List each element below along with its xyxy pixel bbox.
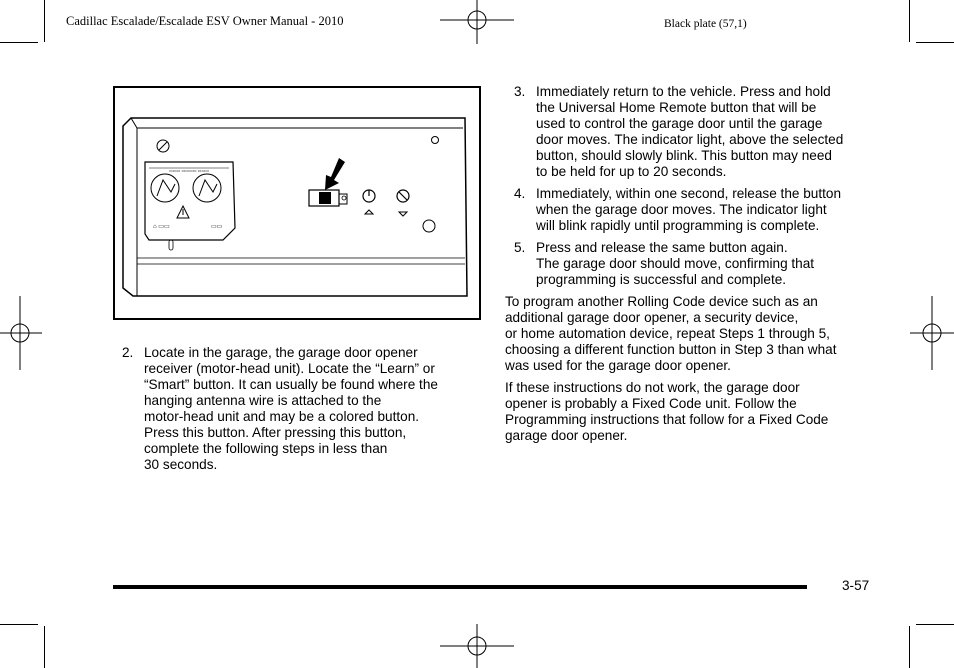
step-line: The garage door should move, confirming that xyxy=(536,256,815,271)
paragraph-line: choosing a different function button in Step 3 than what xyxy=(505,342,837,357)
crop-mark-top-left-v xyxy=(44,0,45,42)
paragraph-line: or home automation device, repeat Steps 1 through 5, xyxy=(505,326,830,341)
step-number: 4. xyxy=(514,186,526,201)
step-line: Locate in the garage, the garage door opener xyxy=(144,345,418,360)
step-line: will blink rapidly until programming is complete. xyxy=(536,218,820,233)
svg-text:⌂ ▭▭: ⌂ ▭▭ xyxy=(153,224,170,230)
footer-rule xyxy=(113,585,807,589)
step-line: complete the following steps in less than xyxy=(144,441,388,456)
registration-mark-top xyxy=(440,0,514,46)
manual-title: Cadillac Escalade/Escalade ESV Owner Manual - 2010 xyxy=(66,14,344,28)
step-number: 2. xyxy=(122,345,134,360)
step-line: motor-head unit and may be a colored button. xyxy=(144,409,420,424)
page-number: 3-57 xyxy=(842,578,870,593)
paragraph-line: To program another Rolling Code device such as an xyxy=(505,294,818,309)
step-line: the Universal Home Remote button that will be xyxy=(536,100,817,115)
step-line: Press and release the same button again. xyxy=(536,240,788,255)
paragraph-line: If these instructions do not work, the garage door xyxy=(505,380,800,395)
crop-mark-top-right-h xyxy=(916,42,954,43)
step-number: 5. xyxy=(514,240,526,255)
paragraph-line: garage door opener. xyxy=(505,428,628,443)
plate-label: Black plate (57,1) xyxy=(664,18,747,30)
registration-mark-left xyxy=(0,296,42,370)
paragraph-line: was used for the garage door opener. xyxy=(505,358,731,373)
step-line: programming is successful and complete. xyxy=(536,272,787,287)
step-number: 3. xyxy=(514,84,526,99)
registration-mark-right xyxy=(910,296,954,370)
step-line: “Smart” button. It can usually be found where the xyxy=(144,377,438,392)
step-2 xyxy=(113,345,483,473)
registration-mark-bottom xyxy=(440,624,514,668)
step-line: receiver (motor-head unit). Locate the “Learn” or xyxy=(144,361,435,376)
step-line: when the garage door moves. The indicator light xyxy=(536,202,827,217)
step-line: hanging antenna wire is attached to the xyxy=(144,393,382,408)
crop-mark-top-right-v xyxy=(909,0,910,42)
step-5 xyxy=(505,240,885,288)
crop-mark-bottom-left-h xyxy=(0,624,38,625)
step-line: Immediately return to the vehicle. Press and hold xyxy=(536,84,831,99)
step-3 xyxy=(505,84,885,180)
crop-mark-bottom-left-v xyxy=(44,626,45,668)
step-line: used to control the garage door until the garage xyxy=(536,116,823,131)
paragraph-line: additional garage door opener, a security device, xyxy=(505,310,799,325)
step-line: door moves. The indicator light, above the selected xyxy=(536,132,844,147)
crop-mark-top-left-h xyxy=(0,42,38,43)
svg-text:▭▭▭ ▭▭▭▭ ▭▭▭: ▭▭▭ ▭▭▭▭ ▭▭▭ xyxy=(169,168,210,173)
step-line: button, should slowly blink. This button may need xyxy=(536,148,832,163)
left-column xyxy=(113,345,483,479)
garage-door-opener-motor-head-illustration xyxy=(115,88,479,318)
paragraph-rolling-code xyxy=(505,294,885,374)
step-line: to be held for up to 20 seconds. xyxy=(536,164,727,179)
step-line: Immediately, within one second, release the button xyxy=(536,186,842,201)
step-line: 30 seconds. xyxy=(144,457,218,472)
crop-mark-bottom-right-h xyxy=(916,624,954,625)
paragraph-line: opener is probably a Fixed Code unit. Follow the xyxy=(505,396,797,411)
right-column xyxy=(505,84,885,450)
crop-mark-bottom-right-v xyxy=(909,626,910,668)
step-line: Press this button. After pressing this button, xyxy=(144,425,407,440)
figure-frame xyxy=(113,86,481,320)
paragraph-fixed-code xyxy=(505,380,885,444)
step-4 xyxy=(505,186,885,234)
svg-text:▭▭: ▭▭ xyxy=(211,224,223,230)
paragraph-line: Programming instructions that follow for a Fixed Code xyxy=(505,412,829,427)
